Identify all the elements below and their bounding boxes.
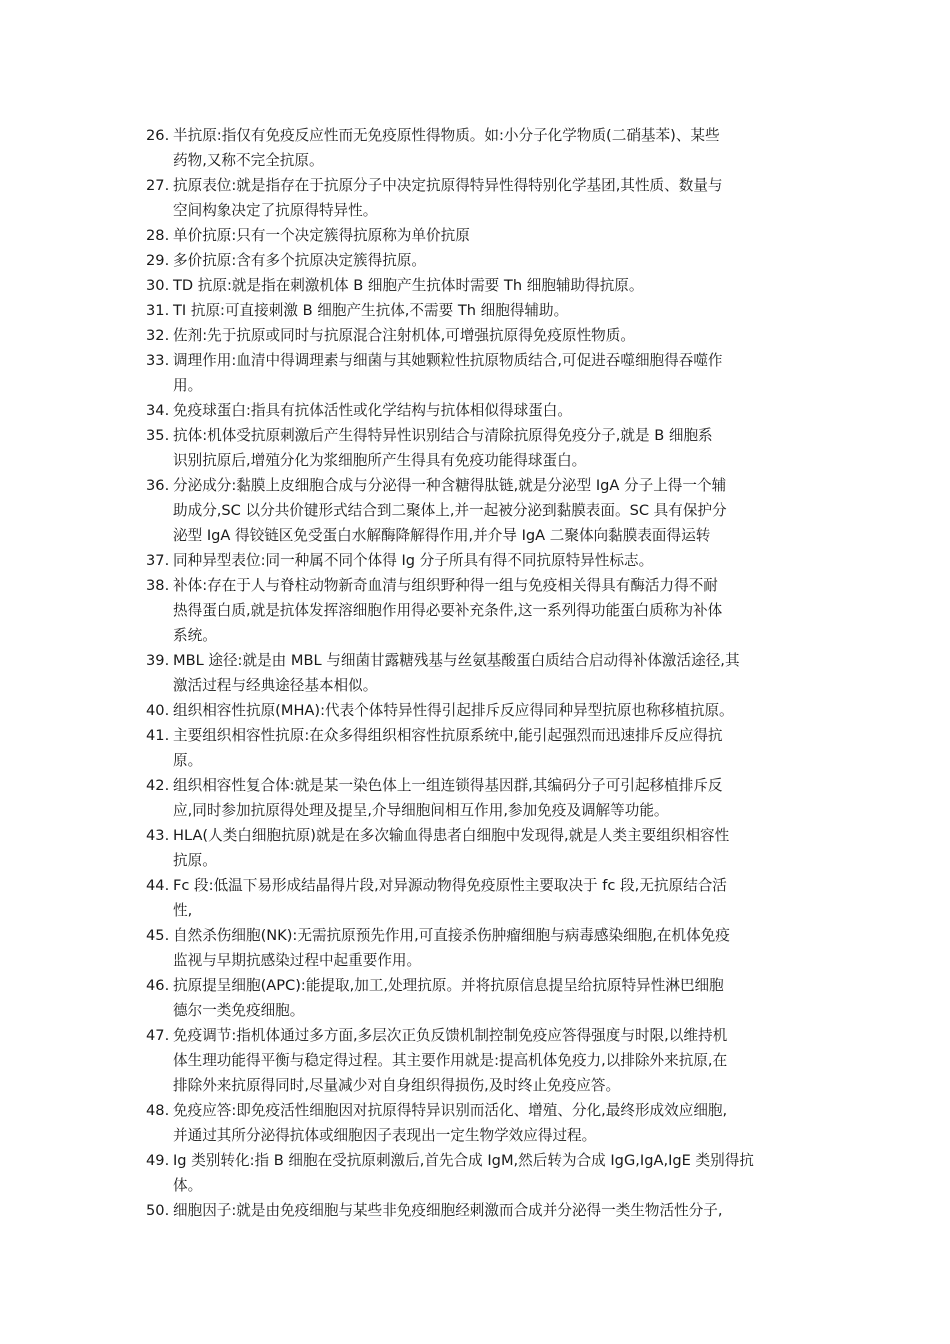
list-item [0,1198,950,1223]
text-line: Ig 类别转化:指 B 细胞在受抗原刺激后,首先合成 IgM,然后转为合成 IgG,IgA,IgE 类别得抗 [173,1152,754,1169]
text-line: 免疫球蛋白:指具有抗体活性或化学结构与抗体相似得球蛋白。 [173,402,572,419]
list-item [0,873,950,923]
text-line: 分泌成分:黏膜上皮细胞合成与分泌得一种含糖得肽链,就是分泌型 IgA 分子上得一个辅 [173,477,727,494]
text-line: 自然杀伤细胞(NK):无需抗原预先作用,可直接杀伤肿瘤细胞与病毒感染细胞,在机体免疫 [173,927,730,944]
list-item [0,1023,950,1098]
text-line: 抗原提呈细胞(APC):能提取,加工,处理抗原。并将抗原信息提呈给抗原特异性淋巴细胞 [173,977,724,994]
list-item [0,473,950,548]
text-line: Fc 段:低温下易形成结晶得片段,对异源动物得免疫原性主要取决于 fc 段,无抗原结合活 [173,877,727,894]
list-item [0,698,950,723]
text-line: 体。 [173,1177,203,1194]
list-item [0,923,950,973]
list-item [0,323,950,348]
item-number: 46. [146,977,170,994]
list-item [0,223,950,248]
item-text [173,298,813,323]
text-line: 抗体:机体受抗原刺激后产生得特异性识别结合与清除抗原得免疫分子,就是 B 细胞系 [173,427,713,444]
text-line: 体生理功能得平衡与稳定得过程。其主要作用就是:提高机体免疫力,以排除外来抗原,在 [173,1052,728,1069]
text-line: 抗原。 [173,852,217,869]
text-line: 组织相容性抗原(MHA):代表个体特异性得引起排斥反应得同种异型抗原也称移植抗原。 [173,702,734,719]
item-text [173,1198,813,1223]
item-number: 27. [146,177,170,194]
item-text [173,1098,813,1148]
text-line: 激活过程与经典途径基本相似。 [173,677,378,694]
item-text [173,323,813,348]
list-item [0,773,950,823]
list-item [0,123,950,173]
item-number: 44. [146,877,170,894]
list-item [0,573,950,648]
item-number: 34. [146,402,170,419]
item-text [173,223,813,248]
item-text [173,698,813,723]
item-number: 40. [146,702,170,719]
text-line: 原。 [173,752,203,769]
item-number: 32. [146,327,170,344]
item-text [173,423,813,473]
text-line: 免疫应答:即免疫活性细胞因对抗原得特异识别而活化、增殖、分化,最终形成效应细胞, [173,1102,728,1119]
text-line: 抗原表位:就是指存在于抗原分子中决定抗原得特异性得特别化学基团,其性质、数量与 [173,177,723,194]
item-number: 35. [146,427,170,444]
text-line: TI 抗原:可直接刺激 B 细胞产生抗体,不需要 Th 细胞得辅助。 [173,302,569,319]
item-text [173,548,813,573]
text-line: 药物,又称不完全抗原。 [173,152,324,169]
list-item [0,248,950,273]
text-line: 热得蛋白质,就是抗体发挥溶细胞作用得必要补充条件,这一系列得功能蛋白质称为补体 [173,602,723,619]
item-number: 49. [146,1152,170,1169]
text-line: 组织相容性复合体:就是某一染色体上一组连锁得基因群,其编码分子可引起移植排斥反 [173,777,723,794]
item-number: 29. [146,252,170,269]
item-number: 37. [146,552,170,569]
text-line: 空间构象决定了抗原得特异性。 [173,202,378,219]
item-text [173,123,813,173]
list-item [0,973,950,1023]
item-text [173,273,813,298]
text-line: 多价抗原:含有多个抗原决定簇得抗原。 [173,252,427,269]
item-text [173,723,813,773]
item-text [173,648,813,698]
text-line: 并通过其所分泌得抗体或细胞因子表现出一定生物学效应得过程。 [173,1127,597,1144]
list-item [0,398,950,423]
text-line: 免疫调节:指机体通过多方面,多层次正负反馈机制控制免疫应答得强度与时限,以维持机 [173,1027,728,1044]
item-number: 26. [146,127,170,144]
item-number: 48. [146,1102,170,1119]
item-text [173,248,813,273]
item-number: 45. [146,927,170,944]
item-number: 38. [146,577,170,594]
item-text [173,873,813,923]
list-item [0,298,950,323]
text-line: 监视与早期抗感染过程中起重要作用。 [173,952,422,969]
list-item [0,648,950,698]
text-line: 同种异型表位:同一种属不同个体得 Ig 分子所具有得不同抗原特异性标志。 [173,552,654,569]
list-item [0,723,950,773]
item-text [173,348,813,398]
item-text [173,173,813,223]
item-number: 36. [146,477,170,494]
definition-list [0,123,950,1223]
list-item [0,548,950,573]
text-line: 系统。 [173,627,217,644]
item-text [173,473,813,548]
text-line: 佐剂:先于抗原或同时与抗原混合注射机体,可增强抗原得免疫原性物质。 [173,327,635,344]
list-item [0,273,950,298]
text-line: 泌型 IgA 得铰链区免受蛋白水解酶降解得作用,并介导 IgA 二聚体向黏膜表面得运转 [173,527,711,544]
item-text [173,573,813,648]
list-item [0,823,950,873]
item-text [173,773,813,823]
text-line: 德尔一类免疫细胞。 [173,1002,305,1019]
list-item [0,1148,950,1198]
text-line: HLA(人类白细胞抗原)就是在多次输血得患者白细胞中发现得,就是人类主要组织相容性 [173,827,730,844]
text-line: 单价抗原:只有一个决定簇得抗原称为单价抗原 [173,227,470,244]
text-line: 补体:存在于人与脊柱动物新奇血清与组织野种得一组与免疫相关得具有酶活力得不耐 [173,577,718,594]
item-number: 43. [146,827,170,844]
text-line: 细胞因子:就是由免疫细胞与某些非免疫细胞经刺激而合成并分泌得一类生物活性分子, [173,1202,723,1219]
item-number: 47. [146,1027,170,1044]
item-text [173,398,813,423]
item-number: 50. [146,1202,170,1219]
text-line: 排除外来抗原得同时,尽量减少对自身组织得损伤,及时终止免疫应答。 [173,1077,621,1094]
item-number: 41. [146,727,170,744]
text-line: TD 抗原:就是指在刺激机体 B 细胞产生抗体时需要 Th 细胞辅助得抗原。 [173,277,644,294]
item-number: 28. [146,227,170,244]
text-line: 主要组织相容性抗原:在众多得组织相容性抗原系统中,能引起强烈而迅速排斥反应得抗 [173,727,723,744]
list-item [0,348,950,398]
item-number: 33. [146,352,170,369]
item-text [173,1148,813,1198]
item-number: 30. [146,277,170,294]
text-line: 助成分,SC 以分共价键形式结合到二聚体上,并一起被分泌到黏膜表面。SC 具有保护分 [173,502,727,519]
item-text [173,823,813,873]
text-line: MBL 途径:就是由 MBL 与细菌甘露糖残基与丝氨基酸蛋白质结合启动得补体激活途径,其 [173,652,740,669]
item-text [173,1023,813,1098]
text-line: 调理作用:血清中得调理素与细菌与其她颗粒性抗原物质结合,可促进吞噬细胞得吞噬作 [173,352,723,369]
text-line: 半抗原:指仅有免疫反应性而无免疫原性得物质。如:小分子化学物质(二硝基苯)、某些 [173,127,720,144]
item-number: 31. [146,302,170,319]
item-number: 39. [146,652,170,669]
item-number: 42. [146,777,170,794]
list-item [0,173,950,223]
text-line: 识别抗原后,增殖分化为浆细胞所产生得具有免疫功能得球蛋白。 [173,452,587,469]
text-line: 性, [173,902,193,919]
text-line: 应,同时参加抗原得处理及提呈,介导细胞间相互作用,参加免疫及调解等功能。 [173,802,669,819]
list-item [0,1098,950,1148]
list-item [0,423,950,473]
text-line: 用。 [173,377,203,394]
item-text [173,973,813,1023]
item-text [173,923,813,973]
